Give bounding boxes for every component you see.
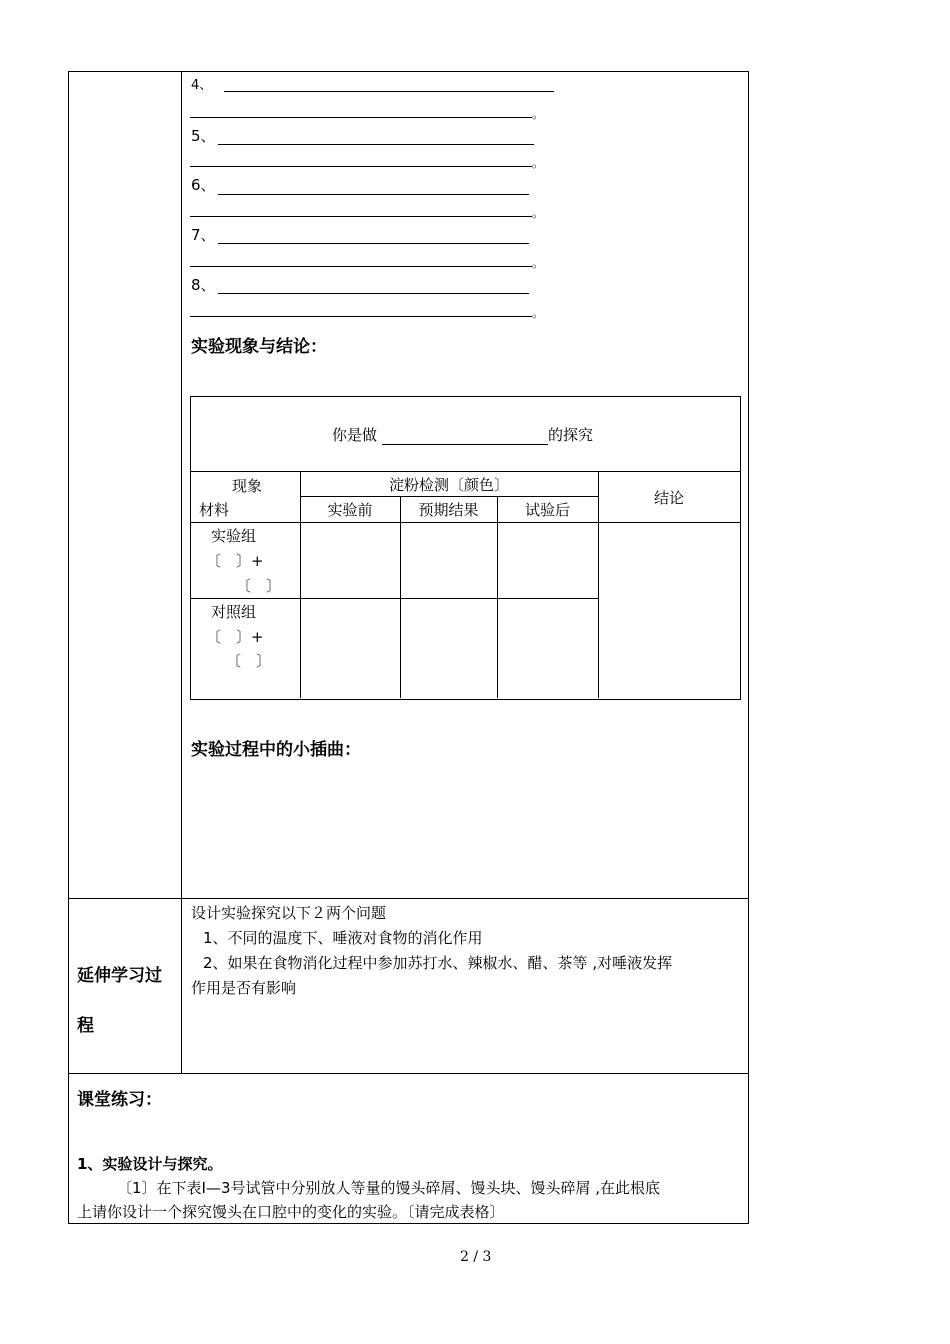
- frame-right-border: [748, 71, 749, 1224]
- step-period: 。: [532, 256, 545, 270]
- header-conclusion: 结论: [653, 489, 684, 507]
- frame-row-divider-2: [68, 1073, 749, 1074]
- extension-item-1: 1、不同的温度下、唾液对食物的消化作用: [203, 929, 483, 947]
- control-group-label: 对照组: [211, 603, 257, 621]
- control-group-input-2: 〔 〕: [226, 652, 272, 670]
- step-blank[interactable]: [218, 293, 529, 294]
- extension-item-2-cont: 作用是否有影响: [191, 979, 297, 997]
- step-number: 4、: [191, 78, 213, 93]
- subheader-expected: 预期结果: [418, 501, 479, 519]
- frame-bottom-border: [68, 1223, 749, 1224]
- step-period: 。: [532, 206, 545, 220]
- step-period: 。: [532, 306, 545, 320]
- subheader-before: 实验前: [327, 501, 373, 519]
- table-title-suffix: 的探究: [548, 426, 594, 444]
- step-blank-continued[interactable]: [190, 216, 532, 217]
- step-number: 6、: [191, 176, 216, 194]
- step-period: 。: [532, 107, 545, 121]
- control-group-input-1: 〔 〕+: [206, 628, 264, 646]
- question-1-title: 1、实验设计与探究。: [77, 1155, 223, 1173]
- extension-item-2: 2、如果在食物消化过程中参加苏打水、辣椒水、醋、茶等 ,对唾液发挥: [203, 954, 673, 972]
- frame-row-divider-1: [68, 898, 749, 899]
- experiment-group-label: 实验组: [211, 527, 257, 545]
- table-line: [190, 471, 740, 472]
- step-blank-continued[interactable]: [190, 266, 532, 267]
- question-1-text: 〔1〕在下表Ⅰ—3号试管中分别放人等量的馒头碎屑、馒头块、馒头碎屑 ,在此根底: [117, 1179, 661, 1197]
- step-blank-continued[interactable]: [190, 316, 532, 317]
- experiment-group-input-1: 〔 〕+: [206, 552, 264, 570]
- step-number: 7、: [191, 226, 216, 244]
- frame-left-border: [68, 71, 69, 1224]
- table-title-prefix: 你是做: [332, 426, 378, 444]
- step-blank[interactable]: [218, 243, 529, 244]
- table-line: [300, 496, 598, 497]
- extension-label-line1: 延伸学习过: [77, 966, 162, 986]
- practice-heading: 课堂练习：: [77, 1090, 162, 1110]
- header-phenomenon: 现象: [232, 477, 263, 495]
- step-blank[interactable]: [224, 91, 554, 92]
- results-heading: 实验现象与结论：: [191, 337, 327, 357]
- frame-top-border: [68, 71, 749, 72]
- subheader-after: 试验后: [524, 501, 570, 519]
- step-number: 8、: [191, 276, 216, 294]
- table-line: [190, 598, 598, 599]
- frame-column-divider: [181, 71, 182, 1074]
- extension-intro: 设计实验探究以下２两个问题: [191, 904, 387, 922]
- step-blank[interactable]: [218, 144, 534, 145]
- header-starch-test: 淀粉检测〔颜色〕: [388, 476, 509, 494]
- episode-heading: 实验过程中的小插曲：: [191, 740, 361, 760]
- question-1-text-cont: 上请你设计一个探究馒头在口腔中的变化的实验。〔请完成表格〕: [77, 1203, 505, 1221]
- table-line: [190, 522, 740, 523]
- table-title-blank[interactable]: [382, 444, 548, 445]
- step-blank-continued[interactable]: [190, 166, 532, 167]
- step-blank-continued[interactable]: [190, 117, 532, 118]
- page-number: 2 / 3: [460, 1249, 492, 1265]
- table-line: [400, 496, 401, 698]
- step-number: 5、: [191, 127, 216, 145]
- step-period: 。: [532, 156, 545, 170]
- extension-label-line2: 程: [77, 1016, 94, 1036]
- step-blank[interactable]: [218, 194, 529, 195]
- experiment-group-input-2: 〔 〕: [236, 577, 282, 595]
- table-line: [497, 496, 498, 698]
- header-material: 材料: [199, 501, 230, 519]
- experiment-table-frame: [190, 396, 741, 700]
